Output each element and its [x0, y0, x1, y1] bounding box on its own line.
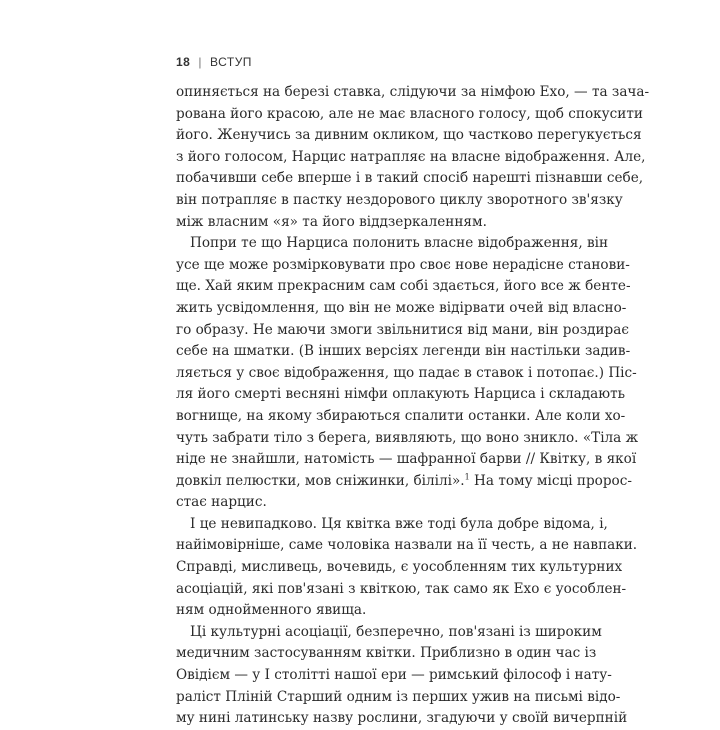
text-line: ням однойменного явища. — [176, 602, 367, 619]
text-line: ніде не знайшли, натомість — шафранної барви // Квітку, в якої — [176, 451, 637, 468]
text-line: асоціацій, які пов'язані з квіткою, так само як Ехо є уособлен- — [176, 580, 627, 597]
text-line: чуть забрати тіло з берега, виявляють, що воно зникло. «Тіла ж — [176, 429, 639, 446]
body-text — [176, 82, 650, 730]
text-fragment: На тому місці пророс- — [469, 472, 632, 489]
header-separator: | — [198, 55, 202, 69]
text-line: му нині латинську назву рослини, згадуючи у своїй вичерпній — [176, 710, 628, 727]
text-line: ляється у своє відображення, що падає в ставок і потопає.) Піс- — [176, 364, 637, 381]
text-line: себе на шматки. (В інших версіях легенди він настільки задив- — [176, 343, 631, 360]
section-title: ВСТУП — [209, 55, 252, 69]
text-fragment: довкіл пелюстки, мов сніжинки, білілі». — [176, 472, 465, 489]
text-line: жить усвідомлення, що він не може відірвати очей від власно- — [176, 299, 627, 316]
text-line: побачивши себе вперше і в такий спосіб нарешті пізнавши себе, — [176, 170, 644, 187]
text-line: медичним застосуванням квітки. Приблизно в один час із — [176, 645, 597, 662]
text-line: його. Женучись за дивним окликом, що частково перегукується — [176, 127, 642, 144]
running-head — [176, 55, 252, 69]
text-line: Справді, мисливець, вочевидь, є уособленням тих культурних — [176, 559, 623, 576]
text-line: Попри те що Нарциса полонить власне відображення, він — [190, 235, 609, 252]
text-line: вогнище, на якому збираються спалити останки. Але коли хо- — [176, 407, 626, 424]
text-line: го образу. Не маючи змоги звільнитися від мани, він роздирає — [176, 321, 629, 338]
footnote-marker: 1 — [464, 472, 470, 482]
text-line: раліст Пліній Старший одним із перших ужив на письмі відо- — [176, 688, 621, 705]
text-line: Ці культурні асоціації, безперечно, пов'язані із широким — [190, 623, 602, 640]
text-line: найімовірніше, саме чоловіка назвали на її честь, а не навпаки. — [176, 537, 638, 554]
text-line: ля його смерті весняні німфи оплакують Нарциса і складають — [176, 386, 626, 403]
text-line: він потрапляє в пастку нездорового циклу зворотного зв'язку — [176, 191, 623, 208]
text-line: Овідієм — у І столітті нашої ери — римський філософ і нату- — [176, 667, 612, 684]
text-line — [176, 471, 632, 493]
text-line: між власним «я» та його віддзеркаленням. — [176, 213, 487, 230]
text-line: усе ще може розмірковувати про своє нове нерадісне станови- — [176, 256, 630, 273]
page-number: 18 — [176, 55, 191, 69]
text-line: стає нарцис. — [176, 494, 267, 511]
text-line: опиняється на березі ставка, слідуючи за німфою Ехо, — та зача- — [176, 84, 650, 100]
text-line: І це невипадково. Ця квітка вже тоді була добре відома, і, — [190, 515, 608, 532]
text-line: з його голосом, Нарцис натрапляє на власне відображення. Але, — [176, 148, 646, 165]
text-line: ще. Хай яким прекрасним сам собі здається, його все ж бенте- — [176, 278, 631, 295]
text-line: рована його красою, але не має власного голосу, щоб спокусити — [176, 105, 643, 122]
